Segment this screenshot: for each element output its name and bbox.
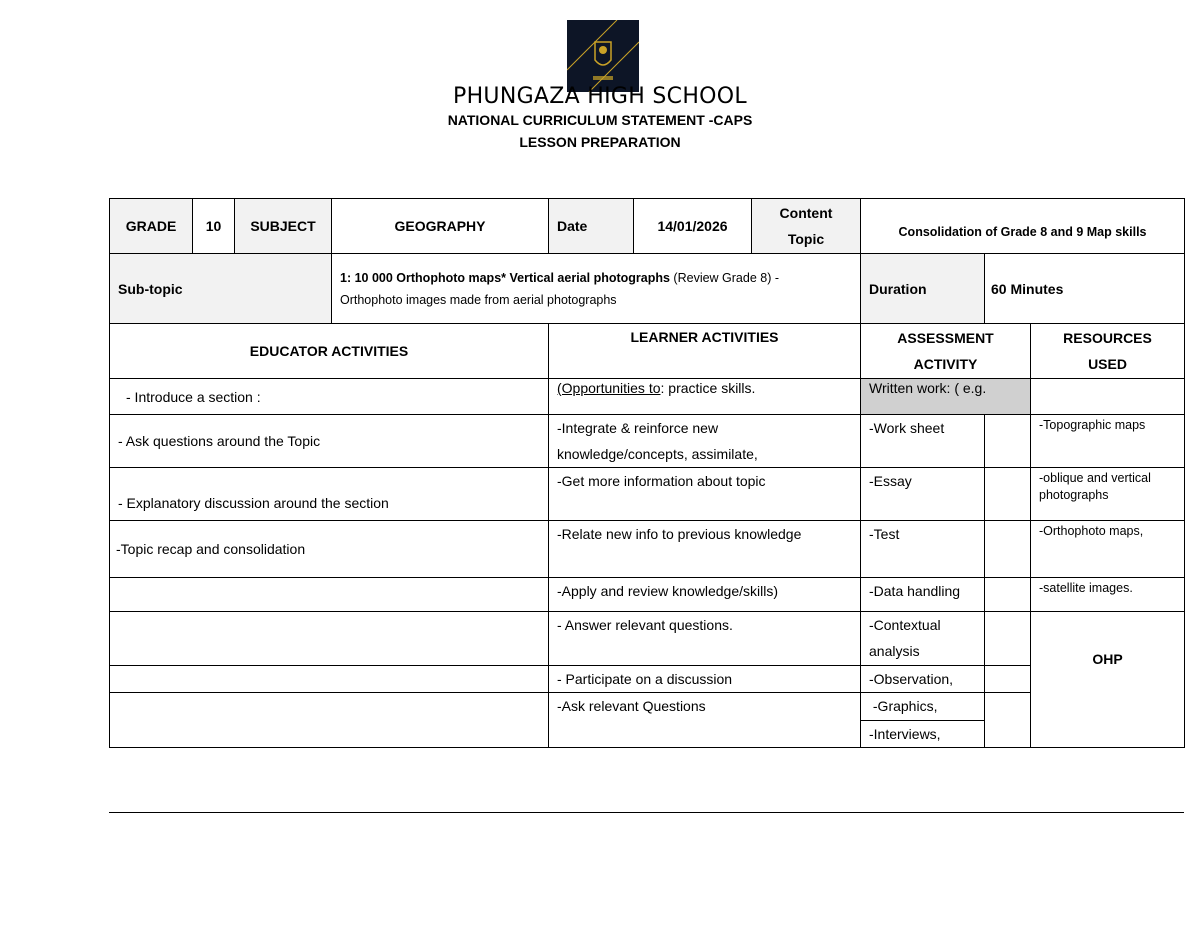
table-row (110, 468, 1185, 521)
learner-integrate-2: knowledge/concepts, assimilate, (557, 446, 758, 462)
subtopic-line2: Orthophoto images made from aerial photographs (340, 292, 617, 307)
assessment-header-2: ACTIVITY (913, 356, 978, 372)
table-row (110, 578, 1185, 612)
educator-empty (110, 693, 549, 748)
learner-item (549, 379, 861, 415)
assessment-item: -Essay (861, 468, 985, 521)
resource-item: -oblique and vertical photographs (1031, 468, 1185, 521)
table-row (110, 666, 1185, 693)
resource-item: -Orthophoto maps, (1031, 521, 1185, 578)
assessment-item: -Graphics, (861, 693, 985, 721)
assessment-header (861, 324, 1031, 379)
subtopic-row (110, 254, 1185, 324)
educator-header: EDUCATOR ACTIVITIES (110, 324, 549, 379)
learner-item: -Ask relevant Questions (549, 693, 861, 748)
subtopic-rest: (Review Grade 8) - (669, 270, 780, 285)
assessment-item: -Work sheet (861, 415, 985, 468)
assessment-item: Written work: ( e.g. (861, 379, 1031, 415)
resource-item: -satellite images. (1031, 578, 1185, 612)
subtopic-value (332, 254, 861, 324)
curriculum-title: NATIONAL CURRICULUM STATEMENT -CAPS (447, 112, 753, 128)
learner-item: - Participate on a discussion (549, 666, 861, 693)
subtopic-label: Sub-topic (110, 254, 332, 324)
assessment-mark-cell (985, 666, 1031, 693)
assessment-item: -Interviews, (861, 721, 985, 748)
learner-item: -Apply and review knowledge/skills) (549, 578, 861, 612)
assessment-mark-cell (985, 578, 1031, 612)
duration-label: Duration (861, 254, 985, 324)
subject-label: SUBJECT (235, 199, 332, 254)
table-row (110, 612, 1185, 666)
assessment-item: -Test (861, 521, 985, 578)
lesson-plan-table (109, 198, 1185, 748)
school-crest-icon (567, 20, 639, 92)
learner-opp-rest: : practice skills. (660, 380, 756, 396)
assessment-mark-cell (985, 521, 1031, 578)
table-row (110, 693, 1185, 721)
assessment-mark-cell (985, 415, 1031, 468)
duration-value: 60 Minutes (985, 254, 1185, 324)
date-label: Date (549, 199, 634, 254)
assessment-header-1: ASSESSMENT (897, 330, 994, 346)
learner-header: LEARNER ACTIVITIES (549, 324, 861, 379)
date-value: 14/01/2026 (634, 199, 752, 254)
educator-item: - Explanatory discussion around the section (110, 468, 549, 521)
assessment-contextual-1: -Contextual (869, 617, 941, 633)
educator-empty (110, 666, 549, 693)
content-topic-label-2: Topic (787, 231, 825, 247)
learner-opp-underlined: (Opportunities to (557, 380, 661, 396)
subject-value: GEOGRAPHY (332, 199, 549, 254)
assessment-mark-cell (985, 693, 1031, 748)
educator-item: -Topic recap and consolidation (110, 521, 549, 578)
learner-item (549, 415, 861, 468)
learner-integrate-1: -Integrate & reinforce new (557, 420, 719, 436)
table-row (110, 521, 1185, 578)
column-header-row (110, 324, 1185, 379)
info-row (110, 199, 1185, 254)
assessment-mark-cell (985, 612, 1031, 666)
resource-ohp: OHP (1031, 612, 1185, 748)
educator-empty (110, 578, 549, 612)
resources-header (1031, 324, 1185, 379)
resource-item: -Topographic maps (1031, 415, 1185, 468)
assessment-item (861, 612, 985, 666)
learner-item: - Answer relevant questions. (549, 612, 861, 666)
resource-empty (1031, 379, 1185, 415)
assessment-mark-cell (985, 468, 1031, 521)
assessment-contextual-2: analysis (869, 643, 920, 659)
assessment-item: -Data handling (861, 578, 985, 612)
table-row (110, 379, 1185, 415)
divider (109, 812, 1184, 813)
learner-item: -Relate new info to previous knowledge (549, 521, 861, 578)
content-topic-label-1: Content (779, 205, 833, 221)
educator-item: - Introduce a section : (110, 379, 549, 415)
educator-item: - Ask questions around the Topic (110, 415, 549, 468)
grade-value: 10 (193, 199, 235, 254)
content-topic-label (752, 199, 861, 254)
educator-empty (110, 612, 549, 666)
content-topic-value: Consolidation of Grade 8 and 9 Map skills (861, 199, 1185, 254)
learner-item: -Get more information about topic (549, 468, 861, 521)
assessment-item: -Observation, (861, 666, 985, 693)
resources-header-2: USED (1088, 356, 1127, 372)
school-name: PHUNGAZA HIGH SCHOOL (453, 84, 747, 109)
document-title: LESSON PREPARATION (519, 134, 681, 150)
subtopic-bold: 1: 10 000 Orthophoto maps* Vertical aerial photographs (340, 270, 670, 285)
resources-header-1: RESOURCES (1063, 330, 1152, 346)
grade-label: GRADE (110, 199, 193, 254)
table-row (110, 415, 1185, 468)
